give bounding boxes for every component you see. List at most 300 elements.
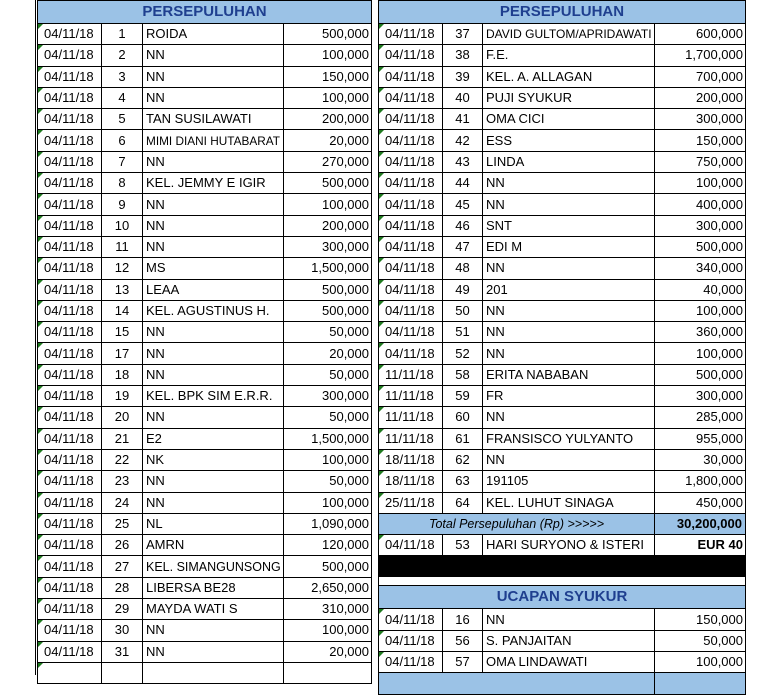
date-cell: 11/11/18 <box>379 428 443 449</box>
date-cell: 04/11/18 <box>38 45 102 66</box>
date-cell: 04/11/18 <box>379 130 443 151</box>
name-cell: NN <box>143 641 284 662</box>
date-cell: 04/11/18 <box>38 300 102 321</box>
amount-cell: 100,000 <box>284 87 372 108</box>
number-cell: 1 <box>102 24 143 45</box>
date-cell: 04/11/18 <box>379 109 443 130</box>
spacer-cell <box>379 577 746 586</box>
number-cell: 46 <box>443 215 483 236</box>
table-row <box>379 652 746 673</box>
number-cell: 64 <box>443 492 483 513</box>
number-cell: 15 <box>102 322 143 343</box>
amount-cell: 30,000 <box>655 449 746 470</box>
table-row <box>379 343 746 364</box>
table-row <box>38 535 372 556</box>
empty-cell <box>143 662 284 683</box>
amount-cell: 285,000 <box>655 407 746 428</box>
table-row <box>379 45 746 66</box>
date-cell: 18/11/18 <box>379 471 443 492</box>
name-cell: MIMI DIANI HUTABARAT <box>143 130 284 151</box>
name-cell: NN <box>143 492 284 513</box>
table-row <box>38 449 372 470</box>
date-cell: 04/11/18 <box>38 386 102 407</box>
date-cell: 04/11/18 <box>379 24 443 45</box>
name-cell: NN <box>143 87 284 108</box>
table-row <box>38 599 372 620</box>
name-cell: NN <box>143 407 284 428</box>
foreign-currency-row <box>379 535 746 556</box>
date-cell: 04/11/18 <box>379 322 443 343</box>
name-cell: KEL. LUHUT SINAGA <box>483 492 655 513</box>
amount-cell: 150,000 <box>655 130 746 151</box>
date-cell: 04/11/18 <box>379 258 443 279</box>
table-row <box>38 258 372 279</box>
amount-cell: 700,000 <box>655 66 746 87</box>
table-row <box>379 24 746 45</box>
number-cell: 63 <box>443 471 483 492</box>
amount-cell: 955,000 <box>655 428 746 449</box>
name-cell: KEL. JEMMY E IGIR <box>143 173 284 194</box>
section-title: PERSEPULUHAN <box>379 1 746 24</box>
table-row <box>38 45 372 66</box>
name-cell: F.E. <box>483 45 655 66</box>
total-value: 30,200,000 <box>655 513 746 534</box>
amount-cell: 150,000 <box>284 66 372 87</box>
date-cell: 04/11/18 <box>38 258 102 279</box>
name-cell: FR <box>483 386 655 407</box>
amount-cell: 20,000 <box>284 343 372 364</box>
name-cell: KEL. BPK SIM E.R.R. <box>143 386 284 407</box>
name-cell: KEL. AGUSTINUS H. <box>143 300 284 321</box>
name-cell: FRANSISCO YULYANTO <box>483 428 655 449</box>
table-row <box>379 471 746 492</box>
name-cell: AMRN <box>143 535 284 556</box>
table-row <box>379 87 746 108</box>
date-cell: 04/11/18 <box>38 449 102 470</box>
name-cell: LINDA <box>483 151 655 172</box>
table-row <box>38 428 372 449</box>
spacer-row <box>379 577 746 586</box>
name-cell: NN <box>143 194 284 215</box>
date-cell: 04/11/18 <box>38 343 102 364</box>
number-cell: 61 <box>443 428 483 449</box>
name-cell: MAYDA WATI S <box>143 599 284 620</box>
number-cell: 29 <box>102 599 143 620</box>
name-cell: EDI M <box>483 236 655 257</box>
total-label: Total Persepuluhan (Rp) >>>>> <box>379 513 655 534</box>
date-cell: 04/11/18 <box>38 236 102 257</box>
persepuluhan-table-right <box>378 0 746 695</box>
section-title: UCAPAN SYUKUR <box>379 586 746 609</box>
table-row <box>38 215 372 236</box>
name-cell: E2 <box>143 428 284 449</box>
persepuluhan-table-left <box>37 0 372 684</box>
date-cell: 04/11/18 <box>379 173 443 194</box>
date-cell: 18/11/18 <box>379 449 443 470</box>
table-row-cut <box>379 673 746 694</box>
amount-cell: 1,800,000 <box>655 471 746 492</box>
table-row <box>379 300 746 321</box>
name-cell: SNT <box>483 215 655 236</box>
amount-cell: 300,000 <box>284 386 372 407</box>
amount-cell: 500,000 <box>655 364 746 385</box>
date-cell: 04/11/18 <box>379 300 443 321</box>
date-cell: 04/11/18 <box>38 620 102 641</box>
table-row <box>379 449 746 470</box>
amount-cell: 200,000 <box>655 87 746 108</box>
amount-cell: 120,000 <box>284 535 372 556</box>
table-row <box>38 364 372 385</box>
date-cell: 04/11/18 <box>38 407 102 428</box>
amount-cell: 300,000 <box>655 215 746 236</box>
name-cell: NN <box>483 194 655 215</box>
number-cell: 26 <box>102 535 143 556</box>
table-row <box>379 151 746 172</box>
table-row <box>379 322 746 343</box>
number-cell: 7 <box>102 151 143 172</box>
left-margin-line <box>35 0 36 675</box>
empty-cell <box>655 673 746 694</box>
table-row <box>379 130 746 151</box>
empty-cell <box>284 662 372 683</box>
amount-cell: 200,000 <box>284 109 372 130</box>
amount-cell: 400,000 <box>655 194 746 215</box>
number-cell: 43 <box>443 151 483 172</box>
number-cell: 60 <box>443 407 483 428</box>
number-cell: 40 <box>443 87 483 108</box>
date-cell: 04/11/18 <box>38 556 102 577</box>
amount-cell: 450,000 <box>655 492 746 513</box>
amount-cell: 500,000 <box>284 24 372 45</box>
date-cell: 04/11/18 <box>38 492 102 513</box>
table-row <box>38 407 372 428</box>
table-row <box>379 279 746 300</box>
date-cell: 04/11/18 <box>38 151 102 172</box>
table-row <box>38 236 372 257</box>
table-row <box>38 24 372 45</box>
table-row <box>38 279 372 300</box>
date-cell: 04/11/18 <box>379 45 443 66</box>
name-cell: NN <box>143 620 284 641</box>
date-cell: 04/11/18 <box>38 66 102 87</box>
number-cell: 47 <box>443 236 483 257</box>
amount-cell: 600,000 <box>655 24 746 45</box>
number-cell: 19 <box>102 386 143 407</box>
date-cell: 04/11/18 <box>379 609 443 630</box>
date-cell: 04/11/18 <box>379 87 443 108</box>
number-cell: 39 <box>443 66 483 87</box>
number-cell: 9 <box>102 194 143 215</box>
date-cell: 04/11/18 <box>379 236 443 257</box>
amount-cell: 200,000 <box>284 215 372 236</box>
amount-cell: 50,000 <box>284 322 372 343</box>
number-cell: 59 <box>443 386 483 407</box>
name-cell: NN <box>483 300 655 321</box>
name-cell: MS <box>143 258 284 279</box>
number-cell: 14 <box>102 300 143 321</box>
name-cell: NN <box>143 151 284 172</box>
date-cell: 04/11/18 <box>38 641 102 662</box>
name-cell: HARI SURYONO & ISTERI <box>483 535 655 556</box>
amount-cell: 300,000 <box>284 236 372 257</box>
ucapan-header <box>379 586 746 609</box>
amount-cell: 360,000 <box>655 322 746 343</box>
amount-cell: 2,650,000 <box>284 577 372 598</box>
name-cell: OMA LINDAWATI <box>483 652 655 673</box>
date-cell: 04/11/18 <box>379 343 443 364</box>
date-cell: 04/11/18 <box>38 535 102 556</box>
number-cell: 16 <box>443 609 483 630</box>
name-cell: NN <box>483 609 655 630</box>
table-row <box>379 215 746 236</box>
number-cell: 20 <box>102 407 143 428</box>
number-cell: 30 <box>102 620 143 641</box>
name-cell: NN <box>483 407 655 428</box>
date-cell: 04/11/18 <box>38 109 102 130</box>
table-row <box>38 151 372 172</box>
table-row <box>38 471 372 492</box>
name-cell: NL <box>143 513 284 534</box>
number-cell: 5 <box>102 109 143 130</box>
amount-cell: 340,000 <box>655 258 746 279</box>
amount-cell: 100,000 <box>655 300 746 321</box>
name-cell: NN <box>143 215 284 236</box>
number-cell: 2 <box>102 45 143 66</box>
number-cell: 31 <box>102 641 143 662</box>
name-cell: NK <box>143 449 284 470</box>
name-cell: KEL. A. ALLAGAN <box>483 66 655 87</box>
date-cell: 04/11/18 <box>38 471 102 492</box>
date-cell: 04/11/18 <box>38 130 102 151</box>
number-cell: 48 <box>443 258 483 279</box>
date-cell: 04/11/18 <box>379 215 443 236</box>
date-cell: 04/11/18 <box>38 173 102 194</box>
number-cell: 52 <box>443 343 483 364</box>
name-cell: NN <box>143 364 284 385</box>
name-cell: NN <box>143 343 284 364</box>
date-cell: 04/11/18 <box>38 513 102 534</box>
date-cell: 04/11/18 <box>38 364 102 385</box>
number-cell: 25 <box>102 513 143 534</box>
amount-cell: 150,000 <box>655 609 746 630</box>
table-row <box>38 492 372 513</box>
amount-cell: 1,090,000 <box>284 513 372 534</box>
date-cell: 04/11/18 <box>379 652 443 673</box>
name-cell: TAN SUSILAWATI <box>143 109 284 130</box>
date-cell: 04/11/18 <box>38 194 102 215</box>
amount-cell: 1,500,000 <box>284 258 372 279</box>
date-cell: 04/11/18 <box>38 322 102 343</box>
amount-cell: 1,700,000 <box>655 45 746 66</box>
table-row <box>38 343 372 364</box>
number-cell: 11 <box>102 236 143 257</box>
number-cell: 50 <box>443 300 483 321</box>
number-cell: 45 <box>443 194 483 215</box>
table-row <box>379 364 746 385</box>
date-cell: 04/11/18 <box>38 87 102 108</box>
date-cell: 11/11/18 <box>379 386 443 407</box>
amount-cell: 50,000 <box>284 364 372 385</box>
table-row <box>379 109 746 130</box>
table-row <box>38 386 372 407</box>
date-cell: 04/11/18 <box>379 151 443 172</box>
empty-cell <box>102 662 143 683</box>
table-row <box>379 173 746 194</box>
name-cell: 201 <box>483 279 655 300</box>
name-cell: KEL. SIMANGUNSONG <box>143 556 284 577</box>
table-row <box>38 194 372 215</box>
number-cell: 51 <box>443 322 483 343</box>
name-cell: LIBERSA BE28 <box>143 577 284 598</box>
date-cell: 04/11/18 <box>379 194 443 215</box>
date-cell: 04/11/18 <box>38 599 102 620</box>
number-cell: 28 <box>102 577 143 598</box>
date-cell: 04/11/18 <box>38 428 102 449</box>
name-cell: NN <box>143 471 284 492</box>
number-cell: 8 <box>102 173 143 194</box>
amount-cell: 100,000 <box>655 173 746 194</box>
name-cell: NN <box>143 322 284 343</box>
number-cell: 4 <box>102 87 143 108</box>
amount-cell: 750,000 <box>655 151 746 172</box>
number-cell: 22 <box>102 449 143 470</box>
table-row <box>379 236 746 257</box>
table-row <box>379 386 746 407</box>
table-row <box>38 300 372 321</box>
number-cell: 38 <box>443 45 483 66</box>
amount-cell: 100,000 <box>284 194 372 215</box>
amount-cell: EUR 40 <box>655 535 746 556</box>
number-cell: 27 <box>102 556 143 577</box>
name-cell: NN <box>143 66 284 87</box>
date-cell: 04/11/18 <box>379 630 443 651</box>
name-cell: NN <box>143 45 284 66</box>
table-row <box>38 130 372 151</box>
name-cell: NN <box>483 322 655 343</box>
name-cell: ROIDA <box>143 24 284 45</box>
date-cell: 11/11/18 <box>379 364 443 385</box>
name-cell: NN <box>483 343 655 364</box>
amount-cell: 40,000 <box>655 279 746 300</box>
amount-cell: 1,500,000 <box>284 428 372 449</box>
table-row <box>379 66 746 87</box>
name-cell: PUJI SYUKUR <box>483 87 655 108</box>
table-row <box>38 556 372 577</box>
name-cell: NN <box>483 449 655 470</box>
table-row <box>38 641 372 662</box>
table-row <box>379 258 746 279</box>
amount-cell: 500,000 <box>655 236 746 257</box>
number-cell: 42 <box>443 130 483 151</box>
table-row <box>379 492 746 513</box>
number-cell: 44 <box>443 173 483 194</box>
name-cell: S. PANJAITAN <box>483 630 655 651</box>
number-cell: 17 <box>102 343 143 364</box>
table-row <box>38 173 372 194</box>
total-row <box>379 513 746 534</box>
black-divider <box>379 556 746 577</box>
table-row <box>38 109 372 130</box>
name-cell: LEAA <box>143 279 284 300</box>
date-cell: 04/11/18 <box>379 279 443 300</box>
number-cell: 58 <box>443 364 483 385</box>
empty-cell <box>38 662 102 683</box>
black-divider-row <box>379 556 746 577</box>
amount-cell: 50,000 <box>655 630 746 651</box>
amount-cell: 100,000 <box>284 45 372 66</box>
date-cell: 04/11/18 <box>38 279 102 300</box>
number-cell: 41 <box>443 109 483 130</box>
date-cell: 11/11/18 <box>379 407 443 428</box>
table-row <box>38 66 372 87</box>
name-cell: DAVID GULTOM/APRIDAWATI <box>483 24 655 45</box>
table-header-right <box>379 1 746 24</box>
table-row <box>379 609 746 630</box>
number-cell: 57 <box>443 652 483 673</box>
date-cell: 04/11/18 <box>38 24 102 45</box>
table-row <box>38 577 372 598</box>
amount-cell: 500,000 <box>284 279 372 300</box>
date-cell: 04/11/18 <box>379 535 443 556</box>
table-row <box>379 407 746 428</box>
empty-cell <box>379 673 655 694</box>
table-row <box>379 194 746 215</box>
amount-cell: 100,000 <box>655 652 746 673</box>
table-row <box>38 322 372 343</box>
table-header-left <box>38 1 372 24</box>
amount-cell: 50,000 <box>284 407 372 428</box>
amount-cell: 20,000 <box>284 130 372 151</box>
table-row <box>38 87 372 108</box>
amount-cell: 300,000 <box>655 109 746 130</box>
number-cell: 6 <box>102 130 143 151</box>
amount-cell: 500,000 <box>284 300 372 321</box>
table-row <box>379 630 746 651</box>
number-cell: 37 <box>443 24 483 45</box>
name-cell: NN <box>483 258 655 279</box>
number-cell: 3 <box>102 66 143 87</box>
table-row-cut <box>38 662 372 683</box>
date-cell: 04/11/18 <box>379 66 443 87</box>
number-cell: 24 <box>102 492 143 513</box>
number-cell: 13 <box>102 279 143 300</box>
date-cell: 04/11/18 <box>38 215 102 236</box>
number-cell: 21 <box>102 428 143 449</box>
name-cell: ESS <box>483 130 655 151</box>
number-cell: 49 <box>443 279 483 300</box>
amount-cell: 270,000 <box>284 151 372 172</box>
table-row <box>38 620 372 641</box>
name-cell: NN <box>483 173 655 194</box>
number-cell: 56 <box>443 630 483 651</box>
date-cell: 04/11/18 <box>38 577 102 598</box>
number-cell: 10 <box>102 215 143 236</box>
amount-cell: 100,000 <box>284 449 372 470</box>
number-cell: 62 <box>443 449 483 470</box>
name-cell: 191105 <box>483 471 655 492</box>
amount-cell: 500,000 <box>284 556 372 577</box>
number-cell: 23 <box>102 471 143 492</box>
amount-cell: 50,000 <box>284 471 372 492</box>
section-title: PERSEPULUHAN <box>38 1 372 24</box>
amount-cell: 100,000 <box>284 620 372 641</box>
number-cell: 18 <box>102 364 143 385</box>
date-cell: 25/11/18 <box>379 492 443 513</box>
number-cell: 53 <box>443 535 483 556</box>
name-cell: OMA CICI <box>483 109 655 130</box>
table-row <box>379 428 746 449</box>
amount-cell: 20,000 <box>284 641 372 662</box>
